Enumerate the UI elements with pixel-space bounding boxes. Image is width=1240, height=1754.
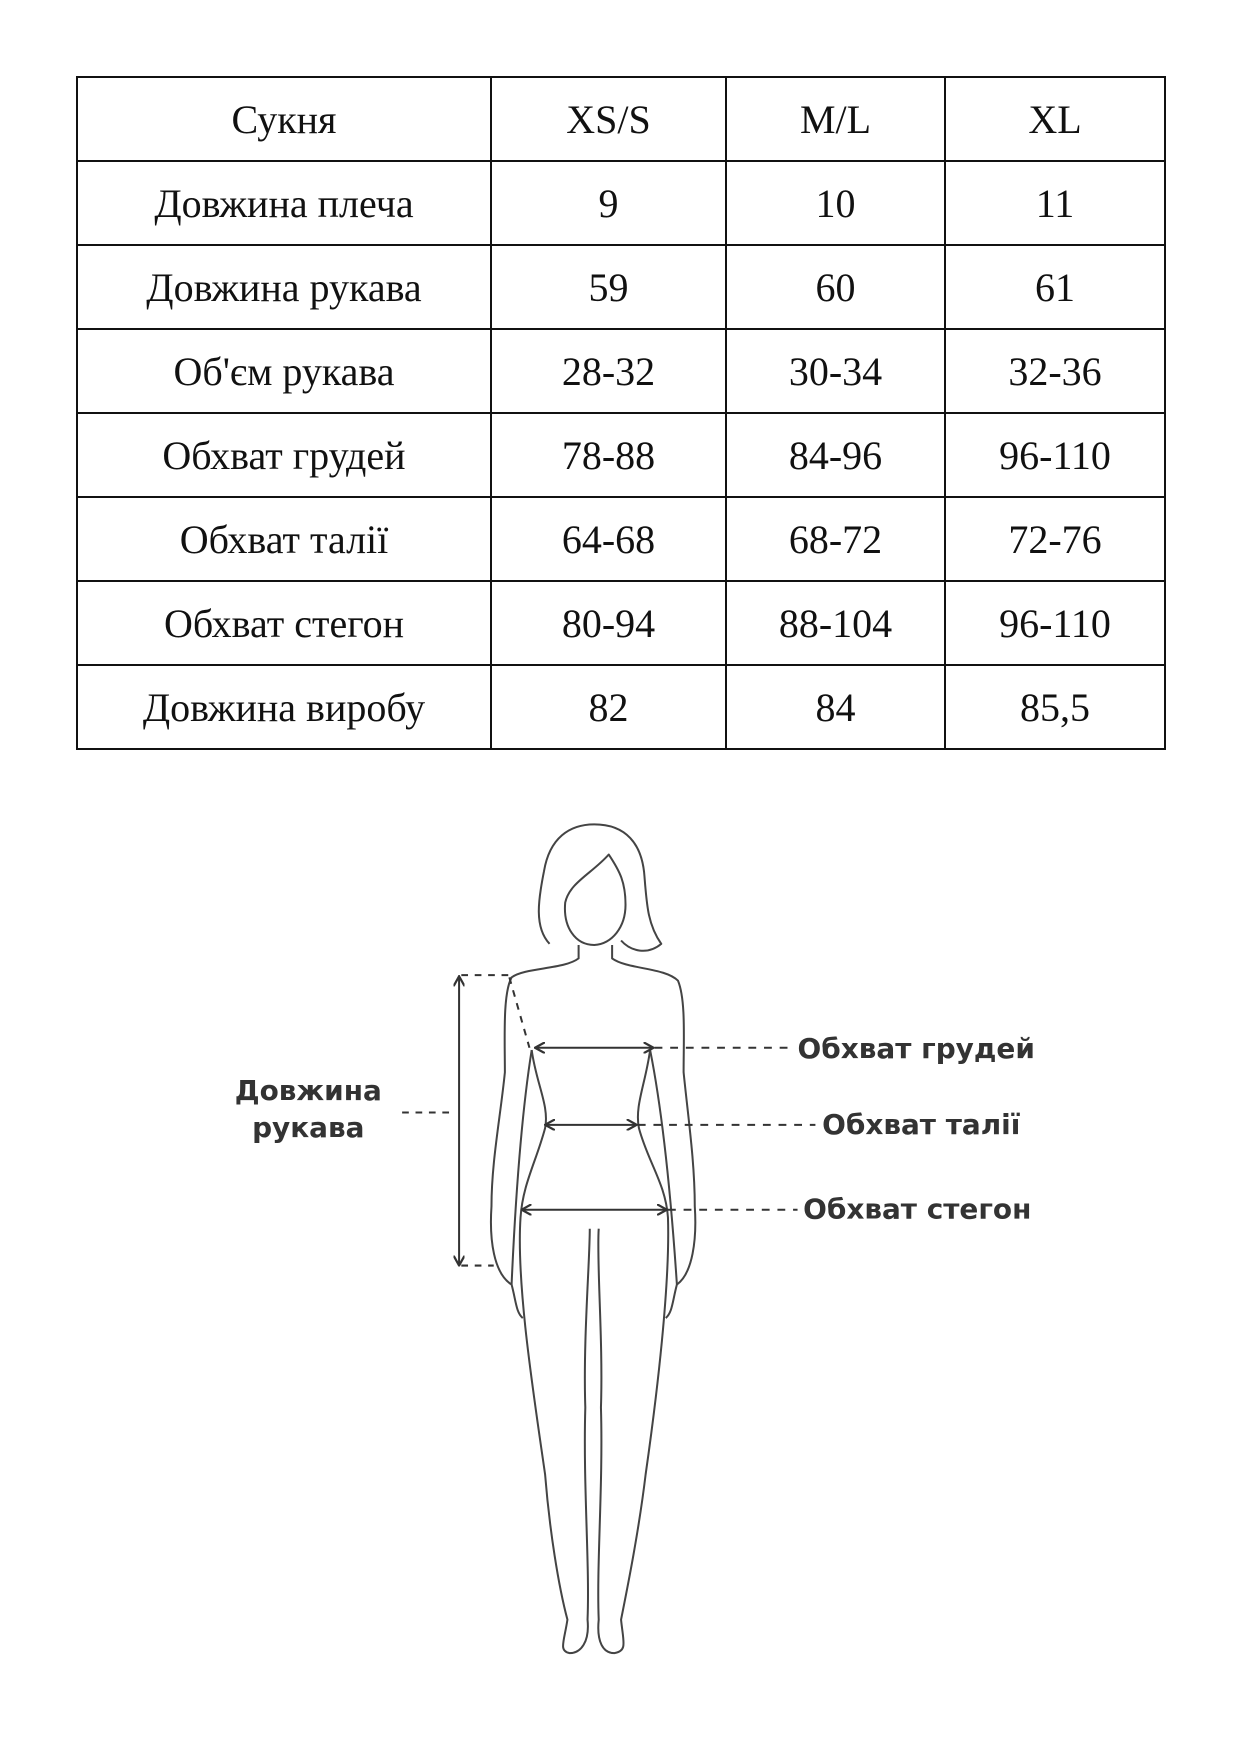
body-silhouette (491, 824, 695, 1653)
row-label: Обхват грудей (77, 413, 491, 497)
table-cell: 96-110 (945, 413, 1165, 497)
table-cell: 28-32 (491, 329, 726, 413)
table-cell: 84-96 (726, 413, 945, 497)
table-cell: 82 (491, 665, 726, 749)
table-cell: 88-104 (726, 581, 945, 665)
right-side (598, 1050, 668, 1653)
table-cell: 60 (726, 245, 945, 329)
header-cell: Сукня (77, 77, 491, 161)
table-cell: 80-94 (491, 581, 726, 665)
table-cell: 72-76 (945, 497, 1165, 581)
row-label: Обхват стегон (77, 581, 491, 665)
table-cell: 11 (945, 161, 1165, 245)
row-label: Об'єм рукава (77, 329, 491, 413)
sleeve-label: рукава (252, 1111, 365, 1145)
left-side (520, 1050, 590, 1653)
header-cell: XS/S (491, 77, 726, 161)
table-cell: 96-110 (945, 581, 1165, 665)
table-cell: 9 (491, 161, 726, 245)
table-cell: 78-88 (491, 413, 726, 497)
face-outline (565, 855, 626, 945)
row-label: Обхват талії (77, 497, 491, 581)
hair-outline (539, 824, 661, 950)
table-cell: 61 (945, 245, 1165, 329)
shoulder-diagonal (509, 977, 529, 1047)
inner-arm-left (512, 1050, 532, 1285)
row-label: Довжина рукава (77, 245, 491, 329)
hips-label: Обхват стегон (803, 1192, 1032, 1226)
table-cell: 59 (491, 245, 726, 329)
measurement-lines (402, 975, 815, 1265)
row-label: Довжина плеча (77, 161, 491, 245)
torso-outline-right (612, 945, 695, 1318)
table-cell: 10 (726, 161, 945, 245)
header-cell: M/L (726, 77, 945, 161)
waist-label: Обхват талії (822, 1107, 1021, 1141)
table-cell: 84 (726, 665, 945, 749)
sleeve-label: Довжина (234, 1074, 382, 1108)
chest-label: Обхват грудей (797, 1031, 1035, 1065)
table-cell: 64-68 (491, 497, 726, 581)
torso-outline (491, 945, 579, 1318)
table-cell: 68-72 (726, 497, 945, 581)
table-cell: 85,5 (945, 665, 1165, 749)
header-cell: XL (945, 77, 1165, 161)
table-cell: 30-34 (726, 329, 945, 413)
row-label: Довжина виробу (77, 665, 491, 749)
table-cell: 32-36 (945, 329, 1165, 413)
